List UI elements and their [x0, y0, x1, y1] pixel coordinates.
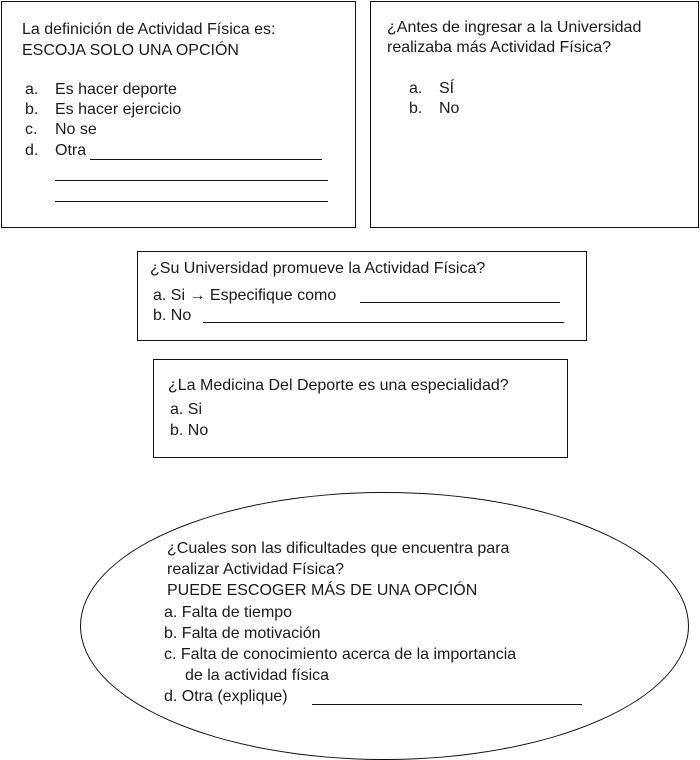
question-1-instruction: ESCOJA SOLO UNA OPCIÓN	[22, 42, 239, 59]
q5-option-c-line2: de la actividad física	[185, 667, 330, 684]
question-2-title-line1: ¿Antes de ingresar a la Universidad	[387, 19, 642, 36]
q3-option-a-letter: a. Si	[153, 287, 186, 304]
q5-option-a: a. Falta de tiempo	[164, 604, 293, 621]
q2-option-b-letter: b.	[409, 100, 423, 117]
q3-option-a-text: Especifique como	[209, 287, 337, 304]
question-5-title-line2: realizar Actividad Física?	[167, 561, 344, 578]
q3-option-a	[153, 286, 336, 306]
question-4-box	[153, 359, 568, 458]
q4-option-b: b. No	[170, 422, 209, 439]
q1-option-c-letter: c.	[25, 121, 38, 138]
question-3-title: ¿Su Universidad promueve la Actividad Física?	[150, 260, 486, 277]
q3-specify-blank[interactable]	[360, 302, 560, 303]
q1-option-a-letter: a.	[25, 81, 39, 98]
question-2-title-line2: realizaba más Actividad Física?	[387, 39, 612, 56]
q1-option-a-text: Es hacer deporte	[55, 81, 177, 98]
question-5-instruction: PUEDE ESCOGER MÁS DE UNA OPCIÓN	[167, 582, 478, 599]
question-1-title: La definición de Actividad Física es:	[22, 21, 276, 38]
q1-other-blank-1[interactable]	[90, 159, 322, 160]
q5-option-c-line1: c. Falta de conocimiento acerca de la importancia	[164, 646, 517, 663]
arrow-right-icon: →	[189, 287, 206, 304]
q5-explain-blank[interactable]	[312, 704, 582, 705]
question-4-title: ¿La Medicina Del Deporte es una especialidad?	[168, 377, 509, 394]
q1-option-d-text: Otra	[55, 142, 87, 159]
q1-option-b-letter: b.	[25, 101, 39, 118]
question-5-title-line1: ¿Cuales son las dificultades que encuentra para	[167, 540, 510, 557]
q1-option-b-text: Es hacer ejercicio	[55, 101, 182, 118]
q4-option-a: a. Si	[170, 401, 203, 418]
q2-option-a-text: SÍ	[439, 80, 455, 97]
q2-option-a-letter: a.	[409, 80, 423, 97]
q1-other-blank-2[interactable]	[55, 180, 328, 181]
q1-option-c-text: No se	[55, 121, 97, 138]
q3-option-b: b. No	[153, 307, 192, 324]
q5-option-b: b. Falta de motivación	[164, 625, 321, 642]
q1-option-d-letter: d.	[25, 142, 39, 159]
q3-no-blank[interactable]	[203, 322, 564, 323]
q1-other-blank-3[interactable]	[55, 201, 328, 202]
q5-option-d: d. Otra (explique)	[164, 688, 288, 705]
q2-option-b-text: No	[439, 100, 460, 117]
